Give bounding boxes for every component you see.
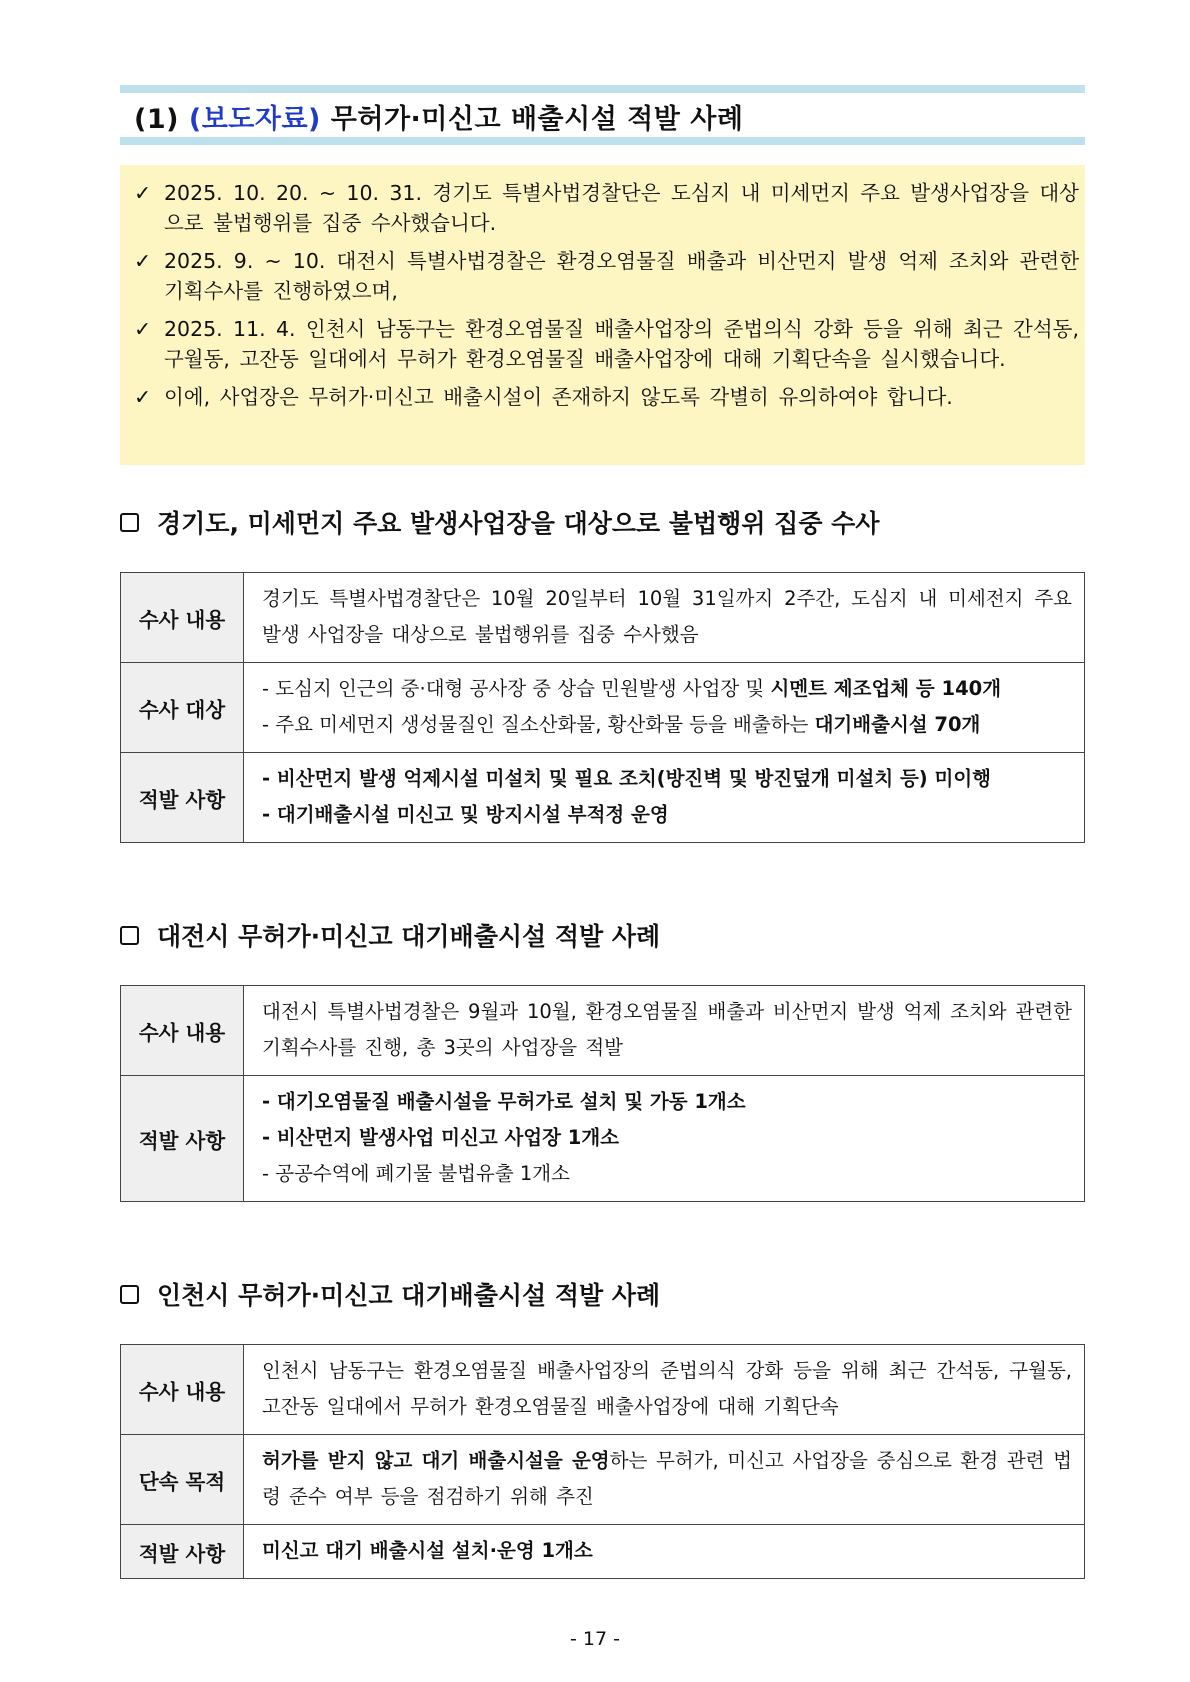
summary-item — [134, 382, 1079, 412]
section-heading-incheon — [120, 1276, 660, 1312]
content-line: - 비산먼지 발생 억제시설 미설치 및 필요 조치(방진벽 및 방진덮개 미설치 등) 미이행 — [262, 766, 992, 790]
content-text: 대전시 특별사법경찰은 9월과 10월, 환경오염물질 배출과 비산먼지 발생 억제 조치와 관련한 기획수사를 진행, 총 3곳의 사업장을 적발 — [262, 999, 1072, 1059]
row-label: 수사 내용 — [121, 986, 244, 1076]
row-label: 적발 사항 — [121, 1525, 244, 1579]
content-text: 인천시 남동구는 환경오염물질 배출사업장의 준법의식 강화 등을 위해 최근 간석동, 구월동, 고잔동 일대에서 무허가 환경오염물질 배출사업장에 대해 기획단속 — [262, 1358, 1072, 1418]
section-heading-gyeonggi — [120, 504, 879, 540]
checkmark-icon: ✓ — [134, 317, 152, 341]
content-line: - 공공수역에 폐기물 불법유출 1개소 — [262, 1161, 570, 1185]
title-text: 무허가·미신고 배출시설 적발 사례 — [330, 104, 744, 135]
section-heading-daejeon — [120, 917, 660, 953]
checkbox-bullet-icon — [120, 1285, 139, 1304]
checkmark-icon: ✓ — [134, 249, 152, 273]
title-tag: (보도자료) — [188, 104, 321, 135]
content-line — [262, 671, 1072, 707]
table-row — [121, 1076, 1085, 1202]
info-table-gyeonggi — [120, 572, 1085, 843]
title-bottom-rule — [120, 137, 1085, 145]
section-heading-text: 대전시 무허가·미신고 대기배출시설 적발 사례 — [157, 922, 661, 951]
table-row — [121, 663, 1085, 753]
row-content — [244, 1525, 1085, 1579]
content-text: 하는 무허가, 미신고 사업장을 중심으로 환경 관련 법령 준수 여부 등을 점검하기 위해 추진 — [262, 1448, 1072, 1508]
section-heading-text: 인천시 무허가·미신고 대기배출시설 적발 사례 — [157, 1281, 661, 1310]
checkbox-bullet-icon — [120, 926, 139, 945]
page-number: - 17 - — [570, 1628, 620, 1650]
checkmark-icon: ✓ — [134, 181, 152, 205]
table-row — [121, 753, 1085, 843]
row-label: 적발 사항 — [121, 753, 244, 843]
row-content — [244, 1076, 1085, 1202]
row-content — [244, 1345, 1085, 1435]
checkbox-bullet-icon — [120, 513, 139, 532]
content-text-bold: 대기배출시설 70개 — [814, 712, 981, 736]
summary-item — [134, 246, 1079, 306]
content-text: - 도심지 인근의 중·대형 공사장 중 상습 민원발생 사업장 및 — [262, 676, 771, 700]
summary-box — [120, 165, 1085, 465]
document-title-block — [120, 85, 1085, 145]
row-content — [244, 663, 1085, 753]
info-table-incheon — [120, 1344, 1085, 1579]
summary-item — [134, 178, 1079, 238]
summary-text: 2025. 11. 4. 인천시 남동구는 환경오염물질 배출사업장의 준법의식 강화 등을 위해 최근 간석동, 구월동, 고잔동 일대에서 무허가 환경오염물질 배출사업장에 대해 기획단속을 실시했습니다. — [164, 317, 1079, 371]
summary-item — [134, 314, 1079, 374]
content-line — [262, 707, 1072, 743]
content-text-bold: 시멘트 제조업체 등 140개 — [770, 676, 1002, 700]
summary-text: 2025. 10. 20. ~ 10. 31. 경기도 특별사법경찰단은 도심지 내 미세먼지 주요 발생사업장을 대상으로 불법행위를 집중 수사했습니다. — [164, 181, 1079, 235]
table-row — [121, 573, 1085, 663]
info-table-daejeon — [120, 985, 1085, 1202]
table-row — [121, 1345, 1085, 1435]
content-text-bold: 허가를 받지 않고 대기 배출시설을 운영 — [262, 1448, 610, 1472]
row-content — [244, 1435, 1085, 1525]
title-top-rule — [120, 85, 1085, 93]
row-label: 적발 사항 — [121, 1076, 244, 1202]
row-label: 수사 내용 — [121, 1345, 244, 1435]
content-text: - 주요 미세먼지 생성물질인 질소산화물, 황산화물 등을 배출하는 — [262, 712, 815, 736]
row-content — [244, 986, 1085, 1076]
row-content — [244, 753, 1085, 843]
content-line: - 비산먼지 발생사업 미신고 사업장 1개소 — [262, 1125, 619, 1149]
section-heading-text: 경기도, 미세먼지 주요 발생사업장을 대상으로 불법행위 집중 수사 — [157, 509, 880, 538]
row-content — [244, 573, 1085, 663]
content-text: 경기도 특별사법경찰단은 10월 20일부터 10월 31일까지 2주간, 도심지 내 미세전지 주요 발생 사업장을 대상으로 불법행위를 집중 수사했음 — [262, 586, 1072, 646]
table-row — [121, 1525, 1085, 1579]
row-label: 단속 목적 — [121, 1435, 244, 1525]
row-label: 수사 대상 — [121, 663, 244, 753]
content-text-bold: 미신고 대기 배출시설 설치·운영 1개소 — [262, 1538, 593, 1562]
content-line: - 대기오염물질 배출시설을 무허가로 설치 및 가동 1개소 — [262, 1089, 746, 1113]
summary-text: 2025. 9. ~ 10. 대전시 특별사법경찰은 환경오염물질 배출과 비산먼지 발생 억제 조치와 관련한 기획수사를 진행하였으며, — [164, 249, 1079, 303]
title-number: (1) — [134, 104, 179, 135]
checkmark-icon: ✓ — [134, 385, 152, 409]
table-row — [121, 986, 1085, 1076]
row-label: 수사 내용 — [121, 573, 244, 663]
document-title — [134, 97, 743, 136]
table-row — [121, 1435, 1085, 1525]
summary-text: 이에, 사업장은 무허가·미신고 배출시설이 존재하지 않도록 각별히 유의하여야 합니다. — [164, 385, 953, 409]
content-line: - 대기배출시설 미신고 및 방지시설 부적정 운영 — [262, 802, 669, 826]
